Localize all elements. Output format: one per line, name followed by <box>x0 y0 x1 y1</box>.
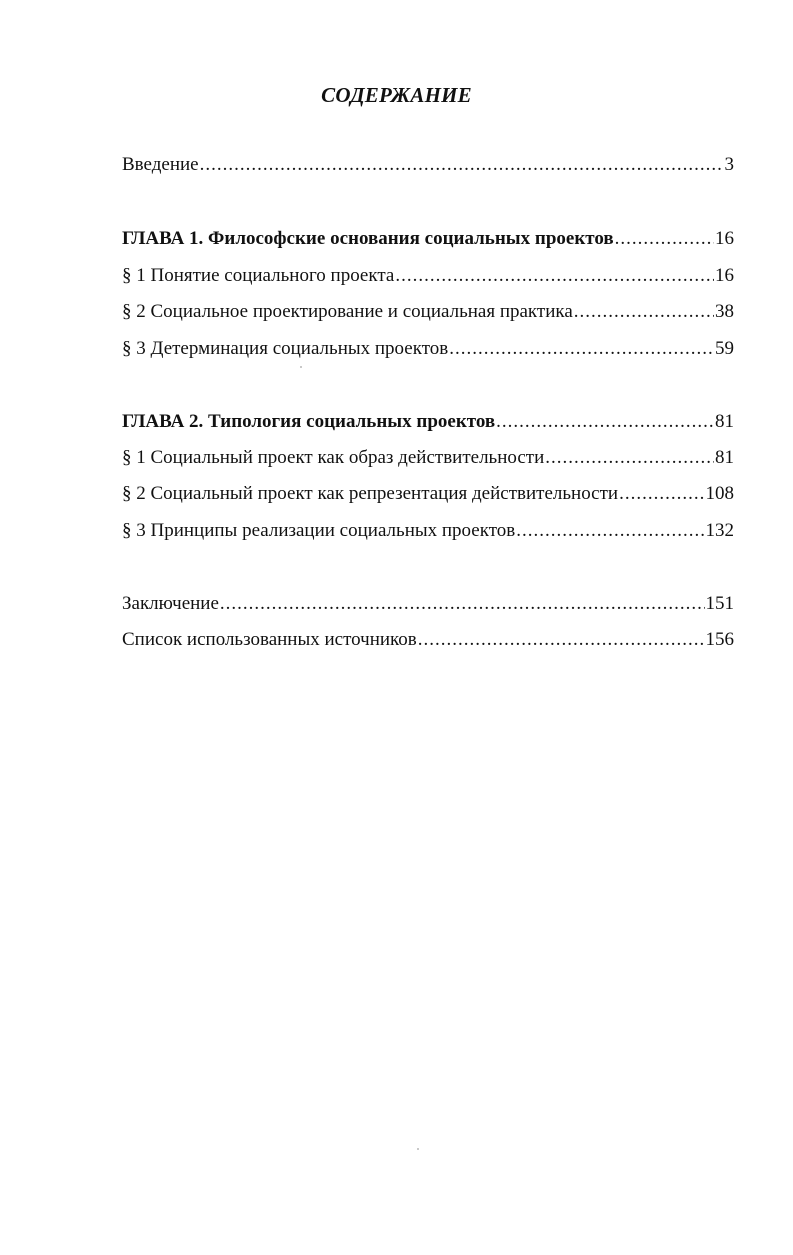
dot-leader <box>574 299 714 325</box>
toc-chapter-2-section-1[interactable] <box>122 445 734 471</box>
toc-page-number: 38 <box>715 301 734 322</box>
toc-page-number: 81 <box>715 447 734 468</box>
toc-page-number: 156 <box>705 629 734 650</box>
dot-leader <box>545 445 714 471</box>
toc-page-number: 81 <box>715 411 734 432</box>
toc-entry-label: § 1 Понятие социального проекта <box>122 265 395 286</box>
scan-speck <box>417 1148 419 1150</box>
toc-entry-label: Введение <box>122 154 199 175</box>
toc-entry-label: § 1 Социальный проект как образ действительности <box>122 447 545 468</box>
toc-entry-label: Список использованных источников <box>122 629 417 650</box>
toc-chapter-2-heading[interactable] <box>122 409 734 435</box>
dot-leader <box>449 336 714 362</box>
toc-chapter-1-section-3[interactable] <box>122 336 734 362</box>
dot-leader <box>200 152 724 178</box>
toc-entry-label: § 3 Принципы реализации социальных проектов <box>122 520 516 541</box>
toc-chapter-1-heading[interactable] <box>122 226 734 252</box>
scan-speck <box>300 366 302 368</box>
toc-entry-label: ГЛАВА 2. Типология социальных проектов <box>122 411 496 432</box>
dot-leader <box>395 263 714 289</box>
page-title: СОДЕРЖАНИЕ <box>321 83 472 107</box>
toc-entry-label: Заключение <box>122 593 219 614</box>
toc-page-number: 59 <box>715 338 734 359</box>
dot-leader <box>418 627 705 653</box>
toc-entry-label: § 2 Социальный проект как репрезентация действительности <box>122 483 619 504</box>
toc-chapter-1-section-1[interactable] <box>122 263 734 289</box>
toc-page-number: 151 <box>705 593 734 614</box>
toc-entry-sources[interactable] <box>122 627 734 653</box>
dot-leader <box>619 481 704 507</box>
dot-leader <box>496 409 714 435</box>
dot-leader <box>220 591 705 617</box>
toc-entry-label: § 2 Социальное проектирование и социальная практика <box>122 301 573 322</box>
toc-page-number: 132 <box>705 520 734 541</box>
dot-leader <box>615 226 714 252</box>
toc-page-number: 3 <box>724 154 734 175</box>
toc-chapter-1-section-2[interactable] <box>122 299 734 325</box>
toc-entry-introduction[interactable] <box>122 152 734 178</box>
toc-chapter-2-section-2[interactable] <box>122 481 734 507</box>
toc-page-number: 16 <box>715 265 734 286</box>
toc-entry-label: ГЛАВА 1. Философские основания социальных проектов <box>122 228 614 249</box>
toc-entry-conclusion[interactable] <box>122 591 734 617</box>
toc-page-number: 108 <box>705 483 734 504</box>
toc-page-number: 16 <box>715 228 734 249</box>
toc-entry-label: § 3 Детерминация социальных проектов <box>122 338 449 359</box>
toc-chapter-2-section-3[interactable] <box>122 518 734 544</box>
dot-leader <box>516 518 704 544</box>
